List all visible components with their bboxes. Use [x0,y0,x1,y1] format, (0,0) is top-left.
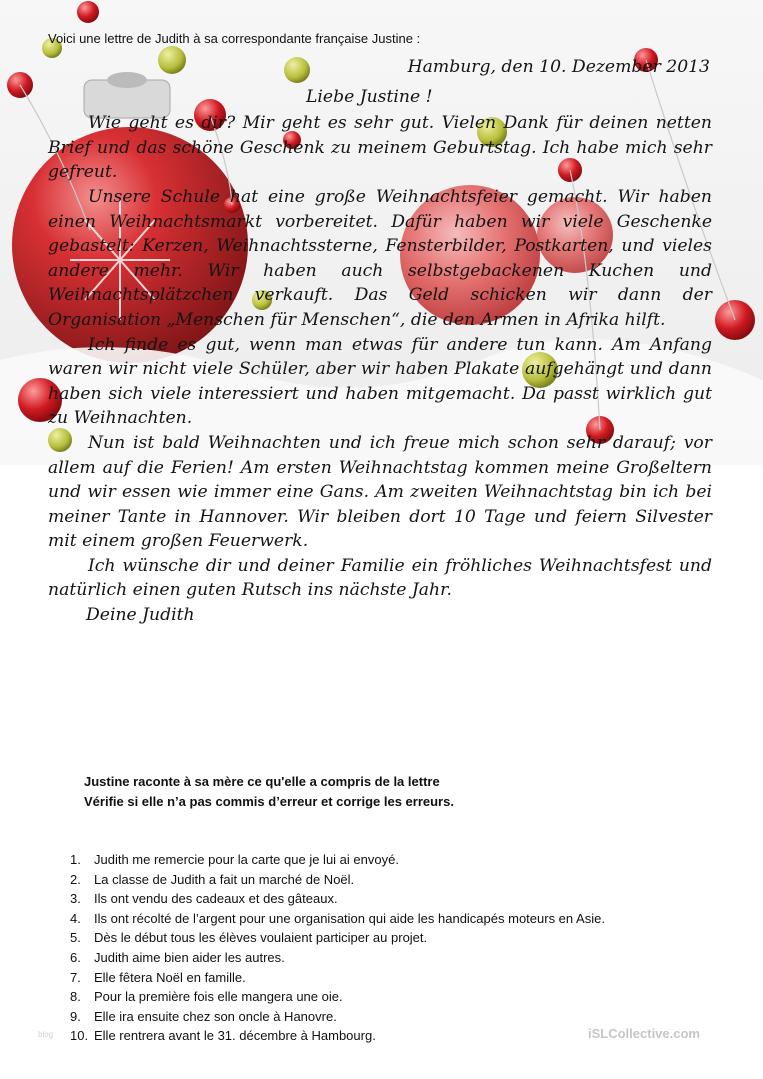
list-item-text: Elle ira ensuite chez son oncle à Hanovre. [94,1008,337,1024]
list-item-text: Judith aime bien aider les autres. [94,949,285,965]
list-item [70,1007,605,1027]
task-instructions [84,772,454,812]
list-item-number: 4. [70,910,81,926]
list-item [70,948,605,968]
list-item [70,928,605,948]
islcollective-watermark: iSLCollective.com [588,1026,700,1041]
blog-mark: blog [38,1030,54,1039]
list-item-number: 10. [70,1028,89,1044]
list-item [70,987,605,1007]
list-item-text: Elle rentrera avant le 31. décembre à Hambourg. [94,1028,376,1044]
letter-paragraph: Unsere Schule hat eine große Weihnachtsfeier gemacht. Wir haben einen Weihnachtsmarkt vorbereitet. Dafür haben wir viele Geschenke gebastelt: Kerzen, Weihnachtssterne, Fensterbilder, Postkarten, und vieles andere mehr. Wir haben auch selbstgebackenen Kuchen und Weihnachtsplätzchen verkauft. Das Geld schicken wir dann der Organisation „Menschen für Menschen“, die den Armen in Afrika hilft. [48,186,712,330]
list-item-number: 6. [70,949,81,965]
list-item [70,850,605,870]
questions-list [70,850,605,1046]
list-item [70,1026,605,1046]
list-item-text: Ils ont vendu des cadeaux et des gâteaux. [94,891,338,907]
list-item-number: 1. [70,852,81,867]
list-item [70,889,605,909]
letter-paragraph: Ich finde es gut, wenn man etwas für andere tun kann. Am Anfang waren wir nicht viele Schüler, aber wir haben Plakate aufgehängt und dann haben sich viele interessiert und haben mitgemacht. Da passt wirklich gut zu Weihnachten. [48,334,712,429]
list-item [70,870,605,890]
list-item-text: Judith me remercie pour la carte que je lui ai envoyé. [94,852,399,867]
list-item-number: 7. [70,969,81,985]
list-item [70,909,605,929]
task-line: Vérifie si elle n’a pas commis d’erreur et corrige les erreurs. [84,794,454,809]
letter-signature: Deine Judith [86,605,195,626]
letter-salutation: Liebe Justine ! [306,86,433,107]
letter-paragraph: Nun ist bald Weihnachten und ich freue mich schon sehr darauf; vor allem auf die Ferien! Am ersten Weihnachtstag kommen meine Großeltern und wir essen wie immer eine Gans. Am zweiten Weihnachtstag bin ich bei meiner Tante in Hannover. Wir bleiben dort 10 Tage und feiern Silvester mit einem großen Feuerwerk. [48,432,712,552]
task-line: Justine raconte à sa mère ce qu'elle a compris de la lettre [84,774,440,789]
list-item-text: Ils ont récolté de l’argent pour une organisation qui aide les handicapés moteurs en Asie. [94,910,605,926]
list-item-text: Dès le début tous les élèves voulaient participer au projet. [94,930,428,946]
letter-date: Hamburg, den 10. Dezember 2013 [407,57,710,77]
list-item [70,968,605,988]
list-item-number: 5. [70,930,81,946]
intro-text: Voici une lettre de Judith à sa correspondante française Justine : [48,31,421,46]
letter [48,55,712,628]
list-item-number: 8. [70,989,81,1005]
list-item-number: 9. [70,1008,81,1024]
list-item-text: Pour la première fois elle mangera une oie. [94,989,343,1005]
list-item-text: La classe de Judith a fait un marché de Noël. [94,871,355,887]
list-item-text: Elle fêtera Noël en famille. [94,969,246,985]
list-item-number: 2. [70,871,81,887]
letter-paragraph: Wie geht es dir? Mir geht es sehr gut. Vielen Dank für deinen netten Brief und das schöne Geschenk zu meinem Geburtstag. Ich habe mich sehr gefreut. [48,113,712,183]
letter-paragraph: Ich wünsche dir und deiner Familie ein fröhliches Weihnachtsfest und natürlich einen guten Rutsch ins nächste Jahr. [48,555,712,601]
list-item-number: 3. [70,891,81,907]
